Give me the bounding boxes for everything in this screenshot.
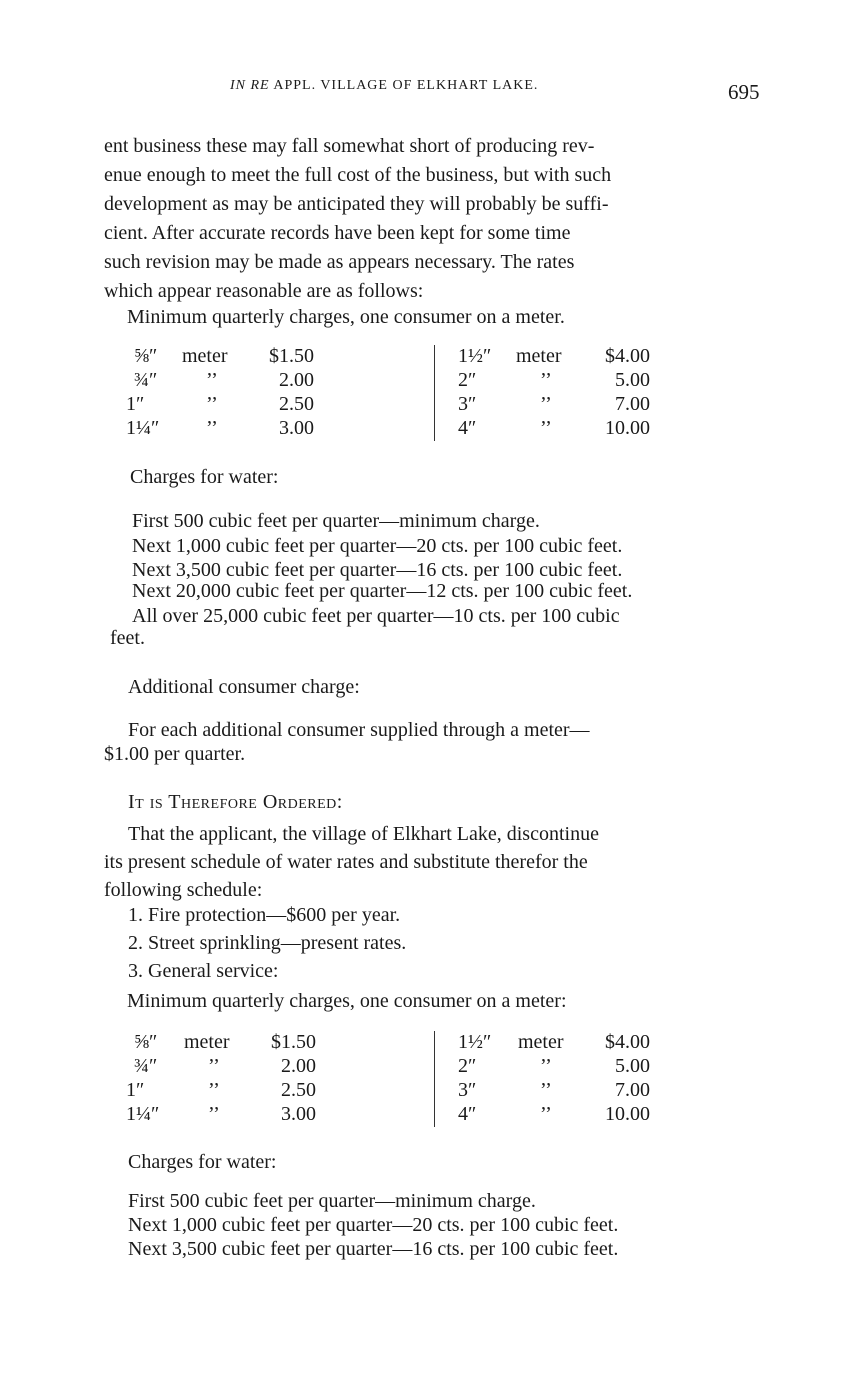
intro-line: which appear reasonable are as follows:	[104, 280, 424, 302]
additional-heading: Additional consumer charge:	[128, 676, 360, 698]
meter-size: 1½″	[458, 345, 492, 367]
meter-size: 1″	[126, 1079, 145, 1101]
meter-amount: 3.00	[281, 1103, 316, 1125]
schedule-item: 1. Fire protection—$600 per year.	[128, 904, 401, 926]
meter-amount: $4.00	[605, 1031, 650, 1053]
running-title-italic: IN RE	[230, 78, 270, 93]
meter-size: 1″	[126, 393, 145, 415]
intro-line: such revision may be made as appears necessary. The rates	[104, 251, 575, 273]
schedule-item: 2. Street sprinkling—present rates.	[128, 932, 407, 954]
meter-amount: 2.50	[279, 393, 314, 415]
page-number: 695	[728, 80, 760, 104]
intro-line: development as may be anticipated they will probably be suffi-	[104, 193, 609, 215]
meter-amount: $1.50	[271, 1031, 316, 1053]
meter-table	[128, 1031, 688, 1131]
meter-amount: 2.50	[281, 1079, 316, 1101]
charge-line: feet.	[110, 627, 145, 649]
meter-unit: ’’	[540, 393, 552, 415]
additional-line: $1.00 per quarter.	[104, 743, 246, 765]
meter-size: ⅝″	[134, 345, 158, 367]
charge-line: Next 1,000 cubic feet per quarter—20 cts. per 100 cubic feet.	[128, 1214, 619, 1236]
charges-heading: Charges for water:	[128, 1151, 277, 1173]
meter-unit: ’’	[206, 369, 218, 391]
column-divider	[434, 1031, 435, 1127]
order-line: following schedule:	[104, 879, 263, 901]
meter-unit: ’’	[208, 1103, 220, 1125]
min-charges-heading: Minimum quarterly charges, one consumer on a meter.	[127, 306, 565, 328]
meter-amount: $1.50	[269, 345, 314, 367]
charge-line: Next 3,500 cubic feet per quarter—16 cts. per 100 cubic feet.	[128, 1238, 619, 1260]
meter-size: 4″	[458, 1103, 477, 1125]
running-title: APPL. VILLAGE OF ELKHART LAKE.	[269, 78, 539, 93]
meter-unit: meter	[518, 1031, 564, 1053]
charges-heading: Charges for water:	[130, 466, 279, 488]
meter-unit: meter	[516, 345, 562, 367]
meter-amount: 5.00	[615, 1055, 650, 1077]
meter-amount: 2.00	[281, 1055, 316, 1077]
meter-size: 1¼″	[126, 1103, 160, 1125]
meter-unit: ’’	[540, 369, 552, 391]
charge-line: All over 25,000 cubic feet per quarter—10 cts. per 100 cubic	[132, 605, 620, 627]
schedule-item: 3. General service:	[128, 960, 279, 982]
meter-unit: ’’	[540, 417, 552, 439]
min-charges-heading: Minimum quarterly charges, one consumer on a meter:	[127, 990, 567, 1012]
meter-size: ¾″	[134, 369, 158, 391]
charge-line: Next 3,500 cubic feet per quarter—16 cts. per 100 cubic feet.	[132, 559, 623, 581]
meter-unit: ’’	[206, 393, 218, 415]
intro-line: cient. After accurate records have been kept for some time	[104, 222, 571, 244]
meter-amount: 7.00	[615, 393, 650, 415]
order-paragraph	[104, 820, 760, 904]
meter-table	[128, 345, 688, 445]
meter-unit: ’’	[206, 417, 218, 439]
meter-unit: meter	[182, 345, 228, 367]
meter-amount: 10.00	[605, 1103, 650, 1125]
meter-size: 2″	[458, 369, 477, 391]
meter-unit: ’’	[540, 1103, 552, 1125]
intro-line: ent business these may fall somewhat short of producing rev-	[104, 135, 595, 157]
meter-unit: ’’	[208, 1055, 220, 1077]
order-line: That the applicant, the village of Elkhart Lake, discontinue	[128, 823, 599, 845]
meter-size: ⅝″	[134, 1031, 158, 1053]
meter-amount: $4.00	[605, 345, 650, 367]
meter-unit: ’’	[208, 1079, 220, 1101]
intro-paragraph	[104, 132, 760, 306]
meter-amount: 2.00	[279, 369, 314, 391]
ordered-heading: It is Therefore Ordered:	[128, 791, 343, 813]
meter-size: ¾″	[134, 1055, 158, 1077]
meter-amount: 7.00	[615, 1079, 650, 1101]
charge-line: First 500 cubic feet per quarter—minimum charge.	[128, 1190, 536, 1212]
meter-amount: 5.00	[615, 369, 650, 391]
meter-size: 1½″	[458, 1031, 492, 1053]
running-header	[230, 78, 538, 94]
column-divider	[434, 345, 435, 441]
meter-size: 3″	[458, 393, 477, 415]
order-line: its present schedule of water rates and substitute therefor the	[104, 851, 588, 873]
meter-size: 3″	[458, 1079, 477, 1101]
meter-unit: meter	[184, 1031, 230, 1053]
intro-line: enue enough to meet the full cost of the business, but with such	[104, 164, 612, 186]
meter-unit: ’’	[540, 1055, 552, 1077]
charge-line: Next 1,000 cubic feet per quarter—20 cts. per 100 cubic feet.	[132, 535, 623, 557]
meter-size: 2″	[458, 1055, 477, 1077]
additional-line: For each additional consumer supplied through a meter—	[128, 719, 590, 741]
meter-unit: ’’	[540, 1079, 552, 1101]
meter-size: 4″	[458, 417, 477, 439]
meter-size: 1¼″	[126, 417, 160, 439]
charge-line: First 500 cubic feet per quarter—minimum charge.	[132, 510, 540, 532]
meter-amount: 10.00	[605, 417, 650, 439]
charge-line: Next 20,000 cubic feet per quarter—12 cts. per 100 cubic feet.	[132, 580, 633, 602]
meter-amount: 3.00	[279, 417, 314, 439]
